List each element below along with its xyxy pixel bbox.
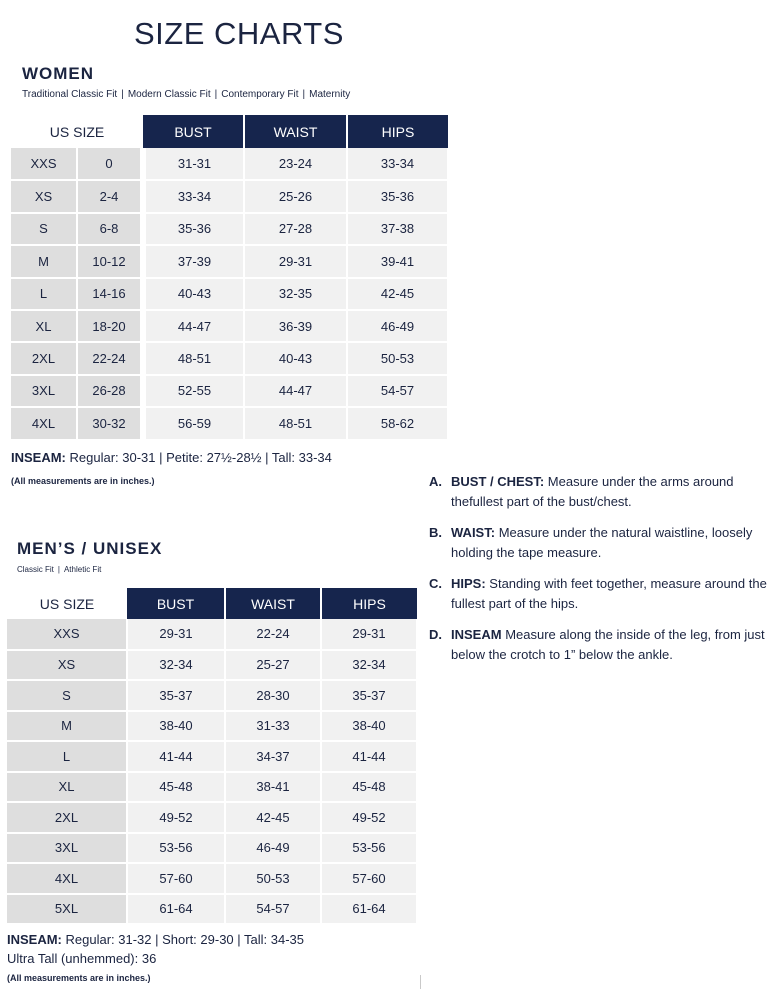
waist-value: 46-49: [225, 833, 321, 864]
size-label: 3XL: [11, 375, 77, 407]
waist-value: 25-27: [225, 650, 321, 681]
women-fit-list: Traditional Classic Fit | Modern Classic Fit | Contemporary Fit | Maternity: [22, 89, 351, 100]
size-number: 0: [77, 148, 143, 180]
table-row: [11, 148, 448, 180]
bust-value: 45-48: [127, 772, 225, 803]
size-number: 14-16: [77, 278, 143, 310]
table-row: [7, 894, 417, 925]
guide-item: [429, 472, 779, 512]
hips-value: 32-34: [321, 650, 417, 681]
fit-modern-classic: Modern Classic Fit: [127, 89, 211, 100]
bust-header: BUST: [127, 588, 225, 619]
guide-letter: A.: [429, 474, 442, 489]
size-number: 10-12: [77, 245, 143, 277]
hips-value: 49-52: [321, 802, 417, 833]
size-number: 30-32: [77, 407, 143, 439]
men-inseam: [7, 932, 304, 947]
waist-value: 54-57: [225, 894, 321, 925]
hips-header: HIPS: [321, 588, 417, 619]
hips-value: 42-45: [347, 278, 448, 310]
bust-value: 44-47: [143, 310, 244, 342]
size-label: 5XL: [7, 894, 127, 925]
inseam-label: INSEAM:: [7, 932, 62, 947]
bust-header: BUST: [143, 115, 244, 148]
waist-value: 40-43: [244, 342, 347, 374]
bust-value: 41-44: [127, 741, 225, 772]
fit-traditional-classic: Traditional Classic Fit: [22, 89, 118, 100]
waist-value: 44-47: [244, 375, 347, 407]
table-row: [7, 741, 417, 772]
waist-value: 36-39: [244, 310, 347, 342]
women-header-row: [11, 115, 448, 148]
guide-text: Measure under the arms around thefullest part of the bust/chest.: [451, 474, 734, 509]
guide-label: WAIST:: [451, 525, 496, 540]
inseam-values: Regular: 30-31 | Petite: 27½-28½ | Tall: 33-34: [69, 450, 332, 465]
guide-label: HIPS:: [451, 576, 486, 591]
fit-athletic: Athletic Fit: [63, 565, 102, 574]
waist-value: 50-53: [225, 863, 321, 894]
hips-value: 29-31: [321, 619, 417, 650]
waist-value: 34-37: [225, 741, 321, 772]
table-row: [11, 180, 448, 212]
waist-value: 42-45: [225, 802, 321, 833]
table-row: [11, 310, 448, 342]
guide-letter: B.: [429, 525, 442, 540]
size-label: XS: [11, 180, 77, 212]
waist-value: 31-33: [225, 711, 321, 742]
guide-label: BUST / CHEST:: [451, 474, 545, 489]
size-label: L: [11, 278, 77, 310]
size-label: S: [11, 213, 77, 245]
guide-text: Standing with feet together, measure around the fullest part of the hips.: [451, 576, 767, 611]
bust-value: 29-31: [127, 619, 225, 650]
bust-value: 31-31: [143, 148, 244, 180]
hips-value: 50-53: [347, 342, 448, 374]
size-label: XXS: [7, 619, 127, 650]
table-row: [11, 375, 448, 407]
bust-value: 52-55: [143, 375, 244, 407]
table-row: [11, 245, 448, 277]
size-label: M: [11, 245, 77, 277]
waist-value: 32-35: [244, 278, 347, 310]
table-row: [7, 833, 417, 864]
waist-value: 22-24: [225, 619, 321, 650]
bust-value: 56-59: [143, 407, 244, 439]
men-header-row: [7, 588, 417, 619]
bust-value: 35-36: [143, 213, 244, 245]
guide-text: Measure along the inside of the leg, from just below the crotch to 1” below the ankle.: [451, 627, 765, 662]
table-row: [7, 619, 417, 650]
size-number: 26-28: [77, 375, 143, 407]
waist-value: 25-26: [244, 180, 347, 212]
table-row: [11, 342, 448, 374]
size-number: 2-4: [77, 180, 143, 212]
size-number: 22-24: [77, 342, 143, 374]
size-label: S: [7, 680, 127, 711]
waist-value: 23-24: [244, 148, 347, 180]
size-label: 4XL: [7, 863, 127, 894]
women-measurement-note: (All measurements are in inches.): [11, 476, 155, 486]
bust-value: 49-52: [127, 802, 225, 833]
men-fit-list: Classic Fit | Athletic Fit: [17, 565, 102, 574]
inseam-label: INSEAM:: [11, 450, 66, 465]
table-row: [11, 278, 448, 310]
hips-value: 46-49: [347, 310, 448, 342]
hips-value: 54-57: [347, 375, 448, 407]
guide-text: Measure under the natural waistline, loosely holding the tape measure.: [451, 525, 753, 560]
bust-value: 38-40: [127, 711, 225, 742]
guide-item: [429, 625, 779, 665]
size-label: 3XL: [7, 833, 127, 864]
women-heading: WOMEN: [22, 64, 95, 83]
guide-letter: C.: [429, 576, 442, 591]
table-row: [11, 213, 448, 245]
guide-label: INSEAM: [451, 627, 502, 642]
hips-value: 41-44: [321, 741, 417, 772]
bust-value: 35-37: [127, 680, 225, 711]
measuring-guide: [429, 472, 779, 676]
hips-value: 35-36: [347, 180, 448, 212]
men-size-table: [7, 588, 418, 925]
bust-value: 48-51: [143, 342, 244, 374]
hips-value: 33-34: [347, 148, 448, 180]
guide-item: [429, 523, 779, 563]
fit-maternity: Maternity: [309, 89, 351, 100]
page-title: SIZE CHARTS: [134, 16, 344, 51]
bust-value: 33-34: [143, 180, 244, 212]
size-number: 18-20: [77, 310, 143, 342]
fit-contemporary: Contemporary Fit: [221, 89, 299, 100]
hips-value: 57-60: [321, 863, 417, 894]
size-number: 6-8: [77, 213, 143, 245]
waist-header: WAIST: [225, 588, 321, 619]
size-label: XL: [11, 310, 77, 342]
waist-value: 48-51: [244, 407, 347, 439]
hips-value: 39-41: [347, 245, 448, 277]
waist-value: 27-28: [244, 213, 347, 245]
guide-letter: D.: [429, 627, 442, 642]
size-label: M: [7, 711, 127, 742]
bust-value: 53-56: [127, 833, 225, 864]
hips-value: 58-62: [347, 407, 448, 439]
hips-value: 37-38: [347, 213, 448, 245]
table-row: [7, 772, 417, 803]
women-inseam: [11, 450, 332, 465]
size-label: 4XL: [11, 407, 77, 439]
bust-value: 57-60: [127, 863, 225, 894]
us-size-header: US SIZE: [11, 115, 143, 148]
waist-value: 29-31: [244, 245, 347, 277]
inseam-values: Regular: 31-32 | Short: 29-30 | Tall: 34-35: [65, 932, 305, 947]
fit-classic: Classic Fit: [17, 565, 54, 574]
bust-value: 40-43: [143, 278, 244, 310]
waist-value: 28-30: [225, 680, 321, 711]
bust-value: 61-64: [127, 894, 225, 925]
table-row: [7, 711, 417, 742]
size-label: XL: [7, 772, 127, 803]
size-label: L: [7, 741, 127, 772]
size-label: 2XL: [7, 802, 127, 833]
size-label: 2XL: [11, 342, 77, 374]
men-ultra-tall: Ultra Tall (unhemmed): 36: [7, 951, 157, 966]
men-heading: MEN’S / UNISEX: [17, 539, 163, 558]
men-measurement-note: (All measurements are in inches.): [7, 973, 151, 983]
women-size-table: [11, 115, 449, 441]
guide-item: [429, 574, 779, 614]
table-row: [7, 650, 417, 681]
table-row: [11, 407, 448, 439]
table-row: [7, 863, 417, 894]
hips-value: 61-64: [321, 894, 417, 925]
bust-value: 37-39: [143, 245, 244, 277]
table-row: [7, 680, 417, 711]
waist-value: 38-41: [225, 772, 321, 803]
size-label: XXS: [11, 148, 77, 180]
us-size-header: US SIZE: [7, 588, 127, 619]
size-label: XS: [7, 650, 127, 681]
hips-value: 45-48: [321, 772, 417, 803]
bust-value: 32-34: [127, 650, 225, 681]
table-row: [7, 802, 417, 833]
divider: [420, 975, 421, 989]
hips-value: 38-40: [321, 711, 417, 742]
waist-header: WAIST: [244, 115, 347, 148]
hips-value: 35-37: [321, 680, 417, 711]
hips-value: 53-56: [321, 833, 417, 864]
hips-header: HIPS: [347, 115, 448, 148]
